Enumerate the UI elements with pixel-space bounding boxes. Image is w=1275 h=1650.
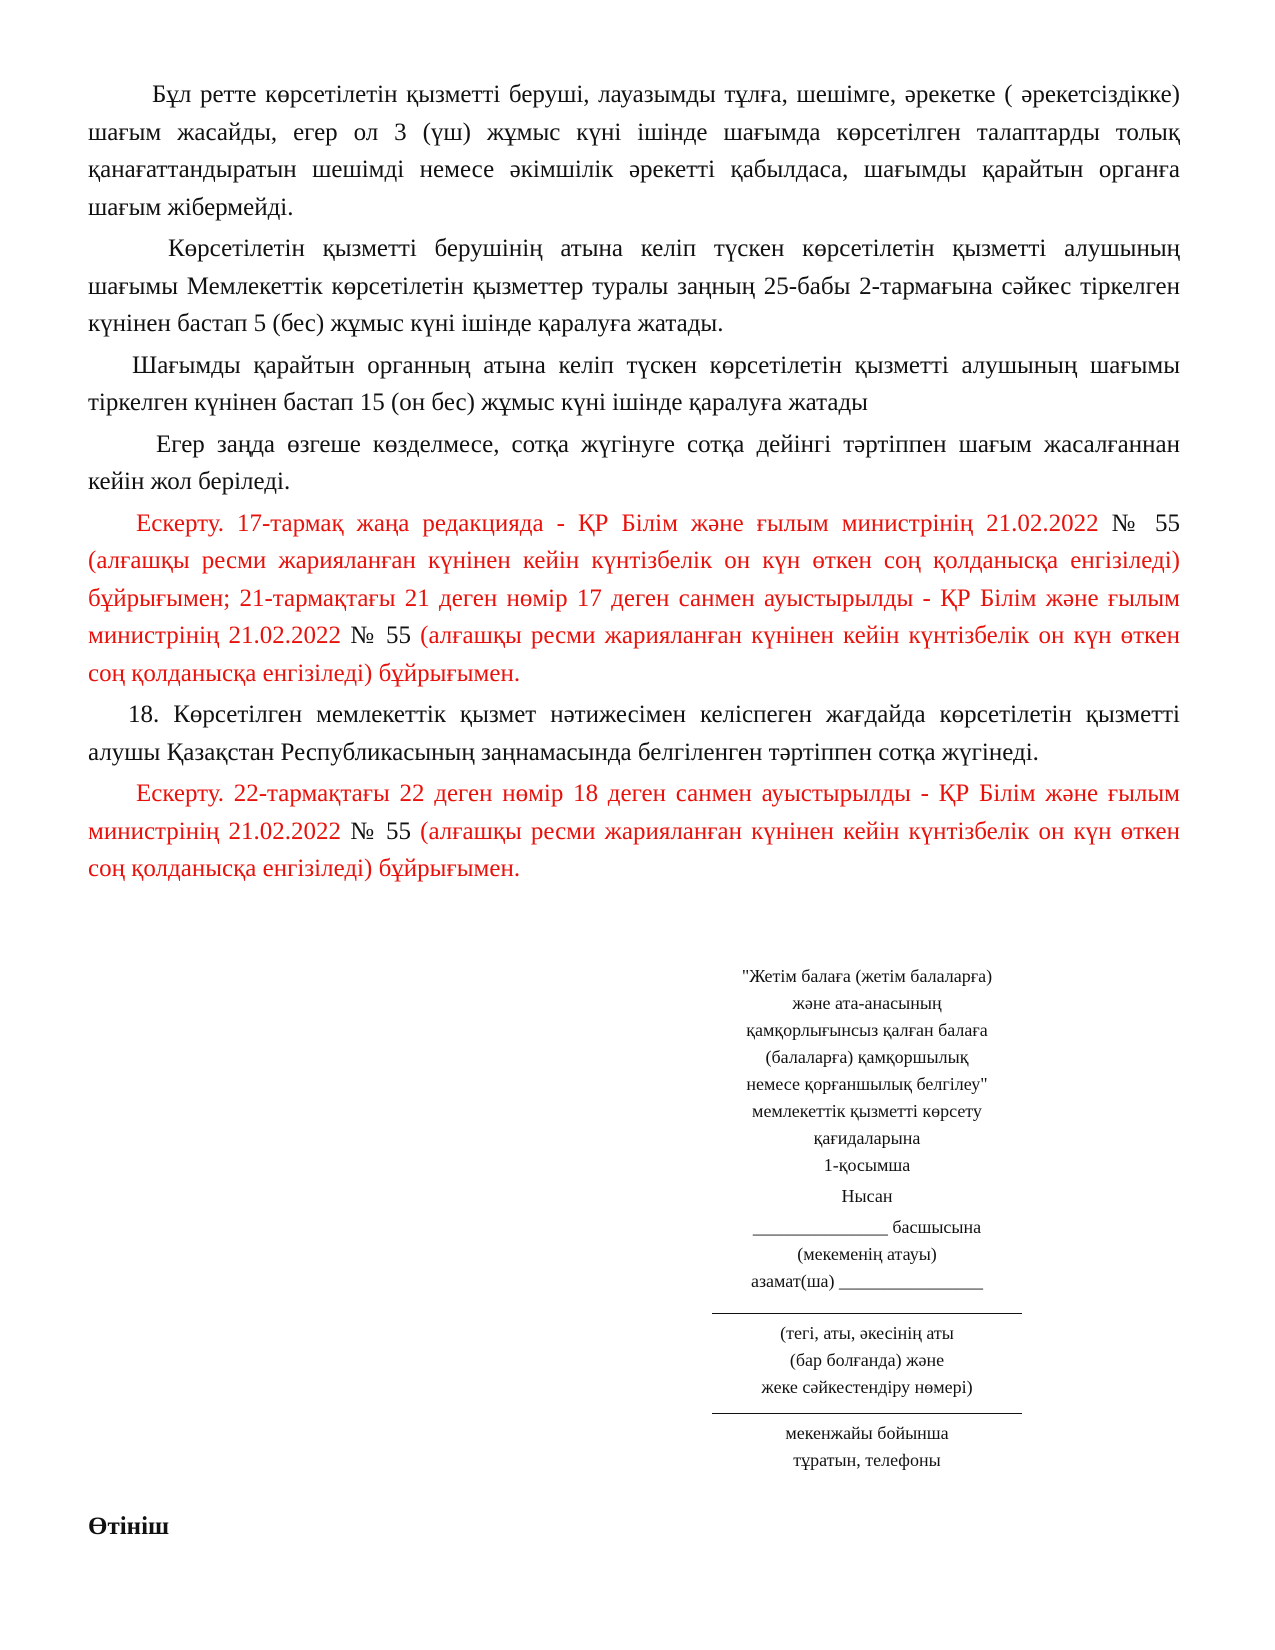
note-18-text-a: Ескерту. 22-тармақтағы 22 деген нөмір 18 деген санмен ауыстырылды - ҚР Білім және ғылым министрінің 21.02.2022 (88, 780, 1180, 845)
paragraph-body-complaint-term: Шағымды қарайтын органның атына келіп түскен көрсетілетін қызметті алушының шағымы тіркелген күнінен бастап 15 (он бес) жұмыс күні ішінде қаралуға жатады (88, 351, 1180, 416)
appendix-line: қамқорлығынсыз қалған балаға (746, 1020, 988, 1040)
name-hint-line: жеке сәйкестендіру нөмері) (761, 1377, 973, 1397)
note-18-text-b: (алғашқы ресми жарияланған күнінен кейін күнтізбелік он күн өткен соң қолданысқа енгізіледі) бұйрығымен. (88, 817, 1181, 882)
paragraph-provider-complaint-term: Көрсетілетін қызметті берушінің атына келіп түскен көрсетілетін қызметті алушының шағымы Мемлекеттік көрсетілетін қызметтер туралы заңның 25-бабы 2-тармағына сәйкес тіркелген күнінен бастап 5 (бес) жұмыс күні ішінде қаралуға жатады. (88, 235, 1180, 337)
note-17-text-c: (алғашқы ресми жарияланған күнінен кейін күнтізбелік он күн өткен соң қолданысқа енгізіледі) бұйрығымен. (88, 622, 1181, 687)
note-17-order-number-1: № 55 (1111, 509, 1181, 537)
paragraph-18: 18. Көрсетілген мемлекеттік қызмет нәтижесімен келіспеген жағдайда көрсетілетін қызметті алушы Қазақстан Республикасының заңнамасында белгіленген тәртіппен сотқа жүгінеді. (88, 701, 1180, 766)
form-label: Нысан (841, 1186, 893, 1206)
name-hint-line: (тегі, аты, әкесінің аты (780, 1323, 954, 1343)
organization-hint: (мекеменің атауы) (797, 1244, 937, 1264)
note-amendment-17 (88, 505, 1180, 693)
note-18-order-number: № 55 (350, 817, 412, 845)
appendix-form-header (712, 963, 1022, 1474)
note-17-text-b: (алғашқы ресми жарияланған күнінен кейін күнтізбелік он күн өткен соң қолданысқа енгізіледі) бұйрығымен; 21-тармақтағы 21 деген нөмір 17 деген санмен ауыстырылды - ҚР Білім және ғылым министрінің 21.02.2022 (88, 547, 1180, 649)
appendix-line: "Жетім балаға (жетім балаларға) (741, 966, 993, 986)
appendix-line: немесе қорғаншылық белгілеу" (746, 1074, 988, 1094)
paragraph-complaint-refusal: Бұл ретте көрсетілетін қызметті беруші, лауазымды тұлға, шешімге, әрекетке ( әрекетсіздікке) шағым жасайды, егер ол 3 (үш) жұмыс күні ішінде шағымда көрсетілген талаптарды толық қанағаттандыратын шешімді немесе әкімшілік әрекетті қабылдаса, шағымды қарайтын органға шағым жібермейді. (88, 81, 1180, 221)
citizen-line: азамат(ша) ________________ (750, 1271, 984, 1291)
blank-fill-line (712, 1313, 1022, 1314)
note-17-text-a: Ескерту. 17-тармақ жаңа редакцияда - ҚР Білім және ғылым министрінің 21.02.2022 (136, 509, 1099, 537)
appendix-line: мемлекеттік қызметті көрсету (752, 1101, 982, 1121)
address-hint-line: тұратын, телефоны (793, 1450, 941, 1470)
appendix-line: және ата-анасының (792, 993, 942, 1013)
address-hint-line: мекенжайы бойынша (785, 1423, 949, 1443)
paragraph-court-appeal: Егер заңда өзгеше көзделмесе, сотқа жүгінуге сотқа дейінгі тәртіппен шағым жасалғаннан кейін жол беріледі. (88, 430, 1180, 495)
appendix-line: (балаларға) қамқоршылық (765, 1047, 969, 1067)
appendix-line: 1-қосымша (823, 1155, 911, 1175)
appendix-line: қағидаларына (813, 1128, 921, 1148)
document-title: Өтініш (88, 1513, 170, 1540)
name-hint-line: (бар болғанда) және (789, 1350, 945, 1370)
head-recipient-line: _______________ басшысына (752, 1217, 982, 1237)
note-amendment-18 (88, 775, 1180, 888)
note-17-order-number-2: № 55 (350, 622, 412, 649)
body-text (88, 76, 1180, 888)
blank-fill-line (712, 1413, 1022, 1414)
